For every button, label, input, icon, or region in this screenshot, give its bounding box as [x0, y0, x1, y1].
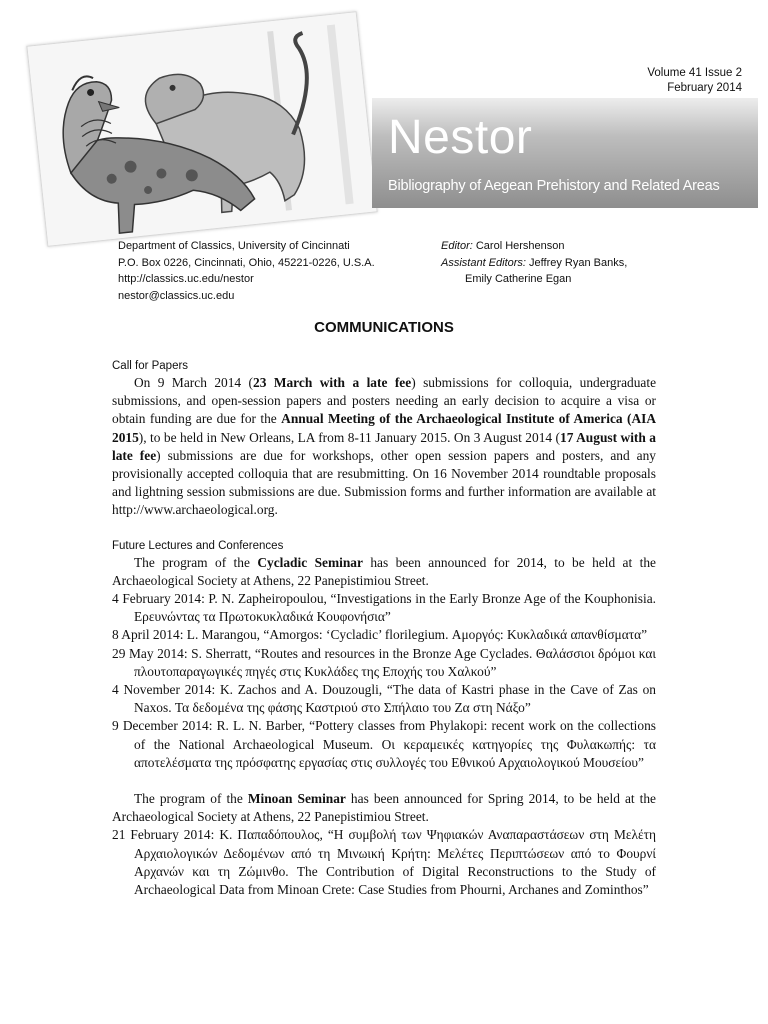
- cycladic-item-4: 4 November 2014: K. Zachos and A. Douzougli, “The data of Kastri phase in the Cave of Zas on Naxos. Τα δεδομένα της φάσης Καστριού στο Σπήλαιο του Ζα στη Νάξο”: [112, 682, 656, 716]
- cycladic-seminar-name: Cycladic Seminar: [257, 554, 363, 570]
- journal-title: Nestor: [388, 111, 533, 164]
- issue-date: February 2014: [667, 82, 742, 94]
- address-line-postal: P.O. Box 0226, Cincinnati, Ohio, 45221-0226, U.S.A.: [118, 256, 375, 269]
- minoan-seminar-name: Minoan Seminar: [247, 791, 346, 807]
- minoan-intro-a: The program of the: [134, 791, 248, 807]
- cycladic-item-5: 9 December 2014: R. L. N. Barber, “Pottery classes from Phylakopi: recent work on the collections of the National Archaeological Museum. Οι κεραμεικές κατηγορίες της Φυλακωπής: τα αποτελέσματα της πρόσφατης εργασίας στις συλλογές του Εθνικού Αρχαιολογικού Μουσείου”: [112, 718, 656, 770]
- call-for-papers-paragraph: [112, 374, 656, 520]
- address-block: [118, 238, 375, 304]
- cycladic-item-2: 8 April 2014: L. Marangou, “Amorgos: ‘Cycladic’ florilegium. Αμοργός: Κυκλαδικά απανθίσματα”: [112, 627, 648, 643]
- future-lectures-heading: Future Lectures and Conferences: [112, 539, 284, 552]
- editors-block: [441, 238, 627, 288]
- editor-name: Carol Hershenson: [475, 240, 565, 252]
- main-content: [112, 358, 656, 899]
- cfp-bold-2: Annual Meeting of the Archaeological Institute of America (AIA 2015: [112, 411, 656, 445]
- volume-issue: Volume 41 Issue 2: [647, 67, 742, 79]
- assistant-editors-line: [441, 255, 627, 272]
- title-banner: [372, 98, 758, 208]
- cfp-bold-1: 23 March with a late fee: [253, 375, 412, 390]
- cycladic-item-3: 29 May 2014: S. Sherratt, “Routes and resources in the Bronze Age Cyclades. Θαλάσσιοι δρόμοι και πλουτοπαραγωγικές πηγές στις Κυκλάδες της Εποχής του Χαλκού”: [112, 645, 656, 679]
- cfp-text-1: On 9 March 2014 (: [134, 375, 254, 390]
- minoan-intro-c: has been announced for Spring 2014, to be held at the Archaeological Society at Athens, 22 Panepistimiou Street.: [112, 791, 657, 825]
- website-link[interactable]: http://classics.uc.edu/nestor: [118, 273, 254, 285]
- minoan-intro: [112, 790, 656, 826]
- header-illustration: [26, 11, 377, 247]
- cycladic-intro: [112, 554, 656, 590]
- issue-info: [647, 66, 742, 96]
- email-link[interactable]: nestor@classics.uc.edu: [118, 289, 235, 302]
- assistant-editor-name-1: Jeffrey Ryan Banks,: [529, 256, 628, 269]
- section-title: COMMUNICATIONS: [314, 319, 454, 336]
- minoan-item-1: 21 February 2014: Κ. Παπαδόπουλος, “Η συμβολή των Ψηφιακών Αναπαραστάσεων στη Μελέτη Αρχαιολογικών Δεδομένων από τη Μινωική Κρήτη: Μελέτες Περιπτώσεων από το Φουρνί Αρχανών και τη Ζώμινθο. The Contribution of Digital Reconstructions to the Study of Archaeological Data from Minoan Crete: Case Studies from Phourni, Archanes and Zominthos”: [112, 827, 656, 898]
- call-for-papers-heading: Call for Papers: [112, 360, 189, 372]
- griffin-drawing-image: [27, 12, 376, 245]
- assistant-editors-label: Assistant Editors:: [441, 256, 526, 269]
- address-line-department: Department of Classics, University of Cincinnati: [118, 240, 350, 252]
- cfp-text-2: ) submissions for colloquia, undergraduate submissions, and open-session papers and posters needing an early decision to acquire a visa or obtain funding are due for the: [112, 375, 657, 427]
- cycladic-intro-c: has been announced for 2014, to be held at the Archaeological Society at Athens, 22 Panepistimiou Street.: [112, 554, 656, 588]
- spacer: [112, 520, 656, 538]
- cfp-text-4: ) submissions are due for workshops, other open session papers and posters, and any provisionally accepted colloquia that are resubmitting. On 16 November 2014 roundtable proposals and lightning session submissions are due. Submission forms and further information are available at http://www.archaeological.org.: [112, 447, 656, 518]
- cycladic-intro-a: The program of the: [134, 554, 258, 570]
- spacer: [112, 772, 656, 790]
- journal-subtitle: Bibliography of Aegean Prehistory and Related Areas: [388, 178, 720, 194]
- cycladic-item-1: 4 February 2014: P. N. Zapheiropoulou, “Investigations in the Early Bronze Age of the Kouphonisia. Ερευνώντας τα Πρωτοκυκλαδικά Κουφονήσια”: [112, 591, 656, 625]
- cfp-text-3: ), to be held in New Orleans, LA from 8-11 January 2015. On 3 August 2014 (: [138, 429, 561, 445]
- editor-line: [441, 238, 627, 255]
- cfp-bold-3: 17 August with a late fee: [112, 429, 656, 463]
- assistant-editor-name-2: Emily Catherine Egan: [465, 273, 572, 285]
- editor-label: Editor:: [441, 240, 473, 252]
